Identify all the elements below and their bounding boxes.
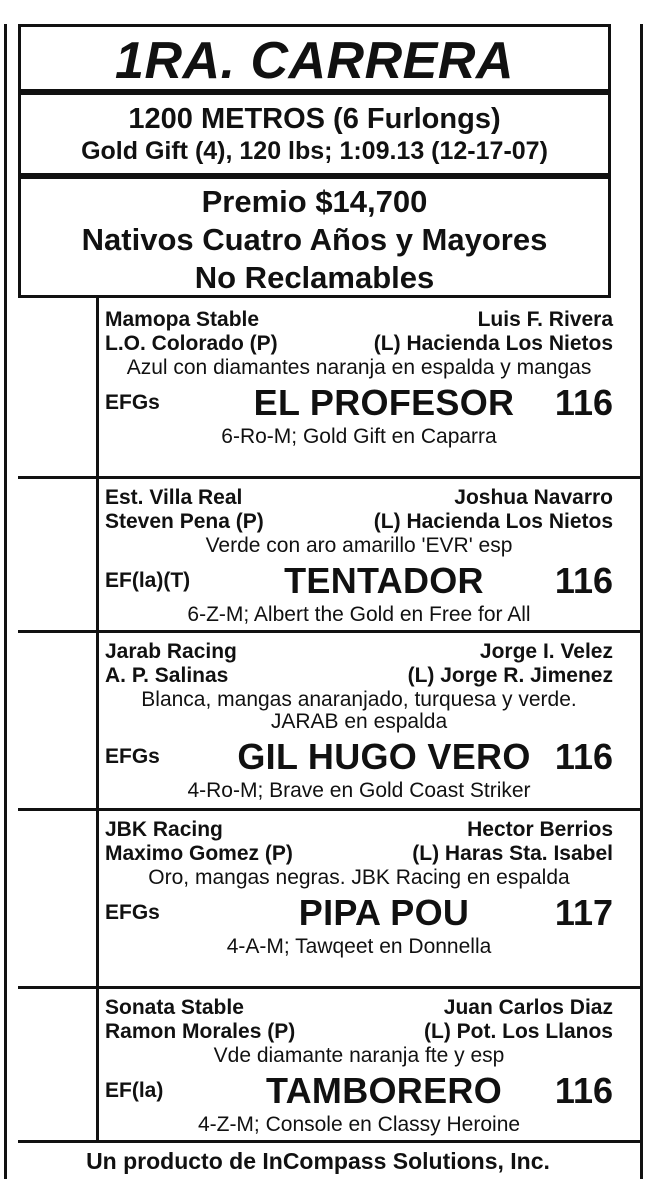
medication: EFGs — [105, 901, 160, 924]
breeder: (L) Hacienda Los Nietos — [373, 332, 613, 355]
breeder: (L) Jorge R. Jimenez — [407, 664, 613, 687]
horse-line — [105, 381, 613, 425]
race-category: Nativos Cuatro Años y Mayores — [81, 222, 548, 257]
jockey: Maximo Gomez (P) — [105, 842, 293, 865]
silks-colors: Vde diamante naranja fte y esp — [213, 1044, 505, 1067]
entry-3 — [105, 640, 613, 803]
medication: EFGs — [105, 391, 160, 414]
left-border — [4, 24, 7, 1179]
horse-line — [105, 1069, 613, 1113]
silks-colors: Oro, mangas negras. JBK Racing en espalda — [148, 866, 570, 889]
jockey-breeder-row — [105, 1020, 613, 1044]
owner: Sonata Stable — [105, 996, 244, 1019]
medication: EF(la) — [105, 1079, 164, 1102]
weight: 116 — [554, 382, 613, 423]
entry-5 — [105, 996, 613, 1137]
breeding: 4-A-M; Tawqeet en Donnella — [226, 935, 492, 958]
owner: Jarab Racing — [105, 640, 237, 663]
breeder: (L) Hacienda Los Nietos — [373, 510, 613, 533]
breeder: (L) Haras Sta. Isabel — [412, 842, 613, 865]
race-prize: Premio $14,700 — [201, 184, 428, 219]
owner: JBK Racing — [105, 818, 223, 841]
jockey-breeder-row — [105, 664, 613, 688]
weight: 116 — [554, 736, 613, 777]
post-column-divider — [96, 298, 99, 1140]
entry-separator — [18, 630, 643, 633]
owner-trainer-row — [105, 308, 613, 332]
medication: EFGs — [105, 745, 160, 768]
owner-trainer-row — [105, 818, 613, 842]
entry-1 — [105, 308, 613, 449]
horse-line — [105, 559, 613, 603]
race-title-box — [18, 24, 611, 92]
horse-name: TAMBORERO — [265, 1070, 502, 1111]
entry-2 — [105, 486, 613, 627]
entry-separator — [18, 986, 643, 989]
silks-colors: Verde con aro amarillo 'EVR' esp — [205, 534, 513, 557]
entry-separator — [18, 1140, 643, 1143]
breeder: (L) Pot. Los Llanos — [424, 1020, 613, 1043]
jockey: Ramon Morales (P) — [105, 1020, 296, 1043]
race-distance: 1200 METROS (6 Furlongs) — [128, 103, 501, 135]
horse-name: PIPA POU — [298, 892, 470, 933]
distance-box — [18, 92, 611, 176]
breeding: 6-Ro-M; Gold Gift en Caparra — [221, 425, 497, 448]
owner-trainer-row — [105, 640, 613, 664]
owner-trainer-row — [105, 996, 613, 1020]
trainer: Hector Berrios — [467, 818, 613, 841]
entry-4 — [105, 818, 613, 959]
entry-separator — [18, 808, 643, 811]
track-record: Gold Gift (4), 120 lbs; 1:09.13 (12-17-07) — [81, 137, 548, 165]
trainer: Joshua Navarro — [454, 486, 613, 509]
horse-name: EL PROFESOR — [253, 382, 515, 423]
medication: EF(la)(T) — [105, 569, 191, 592]
horse-name: GIL HUGO VERO — [237, 736, 531, 777]
breeding: 4-Z-M; Console en Classy Heroine — [197, 1113, 521, 1136]
jockey: A. P. Salinas — [105, 664, 229, 687]
silks-colors: Blanca, mangas anaranjado, turquesa y verde. JARAB en espalda — [141, 688, 577, 733]
footer-credit: Un producto de InCompass Solutions, Inc. — [86, 1148, 550, 1174]
silks-colors: Azul con diamantes naranja en espalda y mangas — [126, 356, 592, 379]
trainer: Juan Carlos Diaz — [443, 996, 613, 1019]
weight: 117 — [554, 892, 613, 933]
jockey: L.O. Colorado (P) — [105, 332, 278, 355]
jockey-breeder-row — [105, 510, 613, 534]
race-title: 1RA. CARRERA — [115, 32, 514, 90]
jockey-breeder-row — [105, 842, 613, 866]
owner-trainer-row — [105, 486, 613, 510]
horse-name: TENTADOR — [284, 560, 484, 601]
breeding: 6-Z-M; Albert the Gold en Free for All — [187, 603, 531, 626]
trainer: Luis F. Rivera — [477, 308, 613, 331]
horse-line — [105, 735, 613, 779]
weight: 116 — [554, 1070, 613, 1111]
horse-line — [105, 891, 613, 935]
owner: Mamopa Stable — [105, 308, 260, 331]
race-condition: No Reclamables — [194, 260, 435, 295]
entry-separator — [18, 476, 643, 479]
breeding: 4-Ro-M; Brave en Gold Coast Striker — [187, 779, 531, 802]
weight: 116 — [554, 560, 613, 601]
trainer: Jorge I. Velez — [479, 640, 613, 663]
prize-box — [18, 176, 611, 298]
jockey-breeder-row — [105, 332, 613, 356]
owner: Est. Villa Real — [105, 486, 243, 509]
right-border — [640, 24, 643, 1179]
jockey: Steven Pena (P) — [105, 510, 264, 533]
